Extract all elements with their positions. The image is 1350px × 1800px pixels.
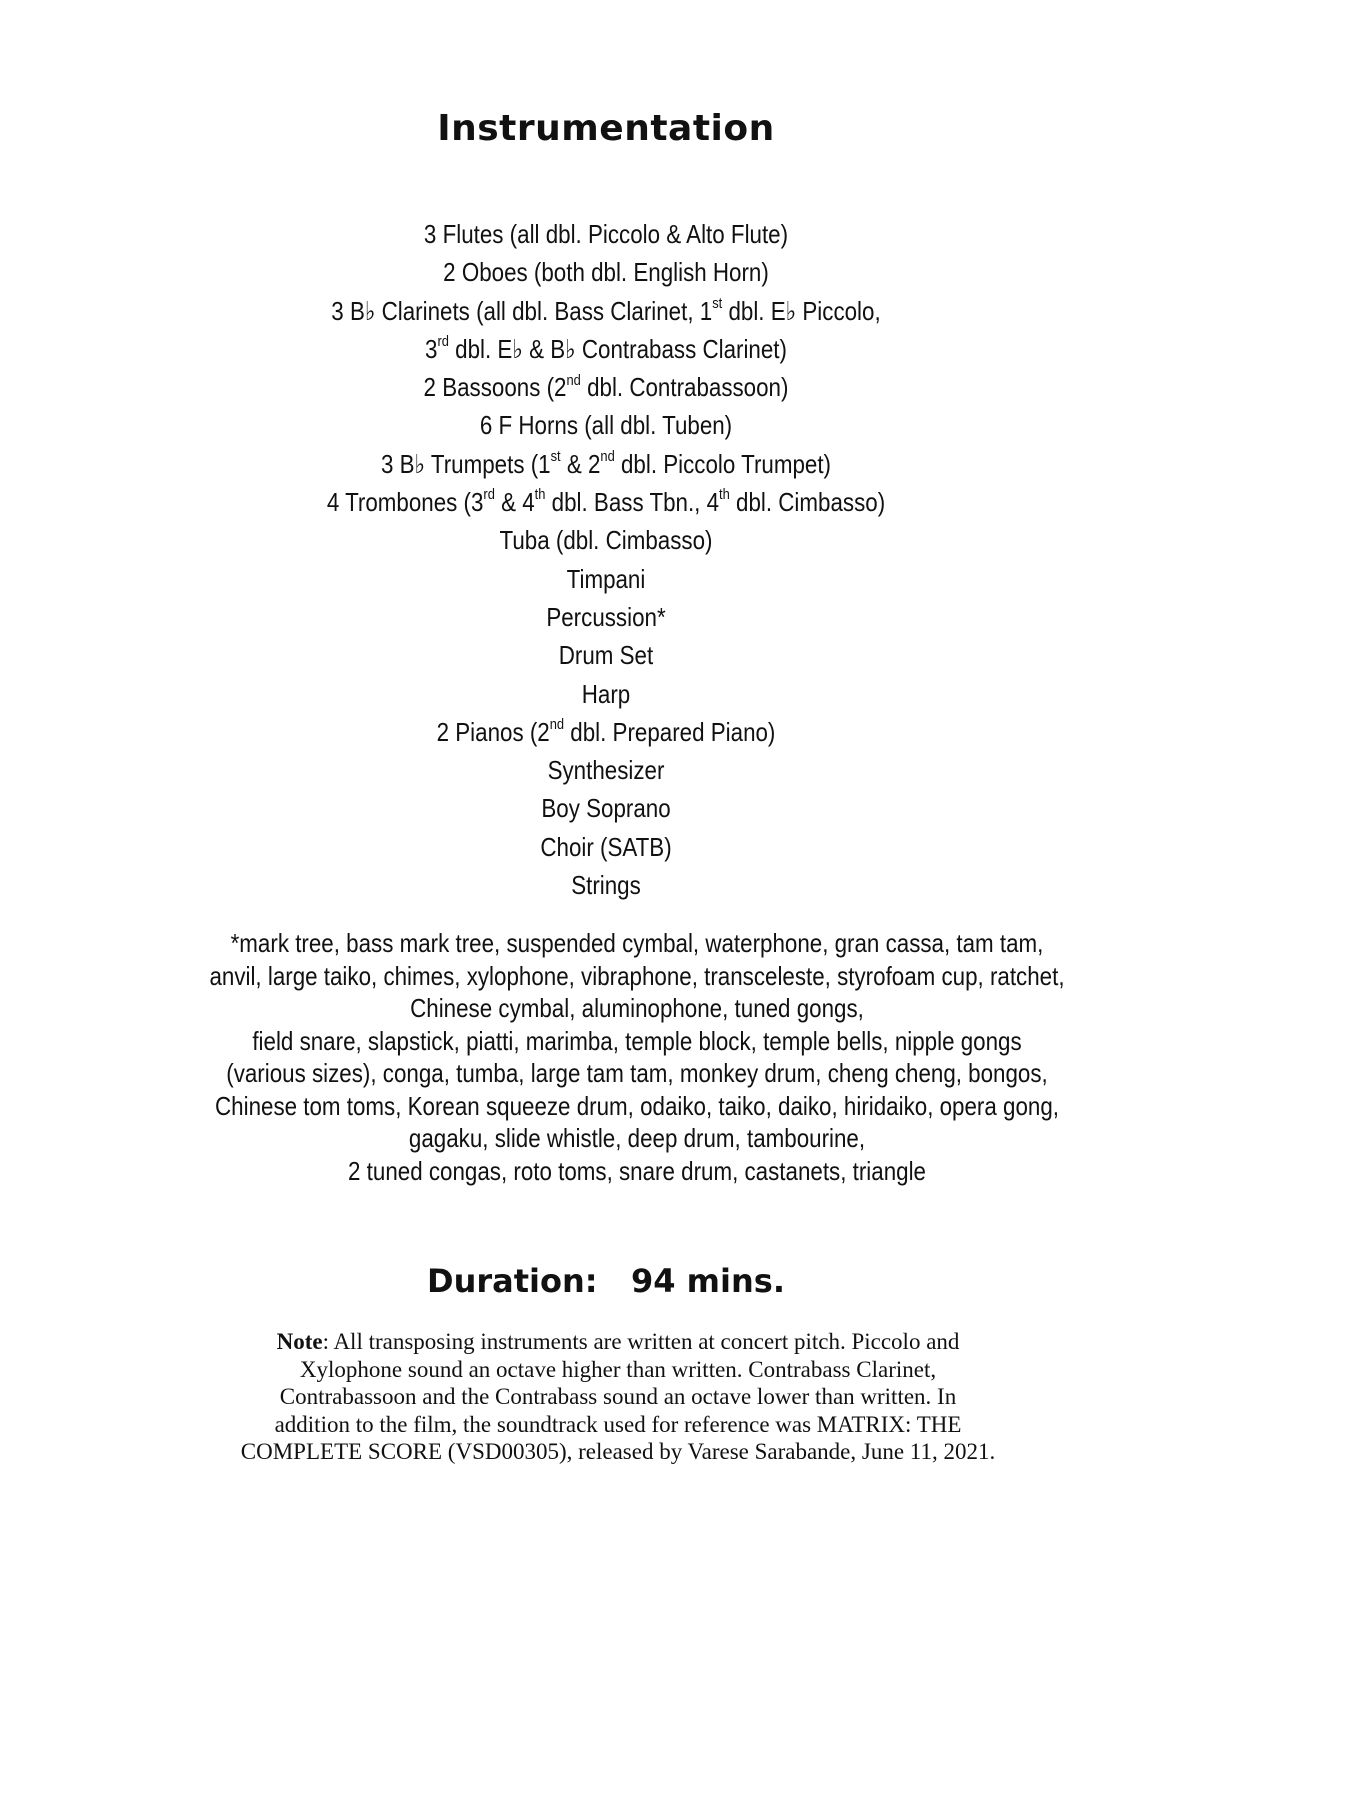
instrument-item: [85, 253, 1127, 291]
instrument-text: dbl. E♭ & B♭ Contrabass Clarinet): [448, 333, 787, 364]
instrument-text: 2 Pianos (2: [436, 716, 550, 747]
instrument-item: [85, 789, 1127, 827]
percussion-line: Chinese tom toms, Korean squeeze drum, odaiko, taiko, daiko, hiridaiko, opera gong,: [215, 1090, 1059, 1121]
instrument-item: [85, 330, 1127, 368]
instrument-text: Tuba (dbl. Cimbasso): [499, 525, 713, 556]
instrument-item: [85, 675, 1127, 713]
instrument-text: Timpani: [566, 563, 646, 594]
ordinal-suffix: th: [719, 486, 730, 504]
instrument-text: dbl. E♭ Piccolo,: [722, 295, 881, 326]
instrument-text: 3 B♭ Trumpets (1: [380, 448, 551, 479]
instrument-text: Percussion*: [546, 601, 666, 632]
percussion-line: gagaku, slide whistle, deep drum, tambourine,: [408, 1123, 866, 1153]
transposition-note: [0, 1328, 1236, 1466]
instrument-text: Synthesizer: [547, 755, 665, 786]
note-line: [0, 1328, 1236, 1356]
instrument-text: dbl. Prepared Piano): [564, 716, 776, 747]
instrument-text: & 4: [494, 487, 535, 518]
instrument-item: [85, 636, 1127, 674]
instrument-text: dbl. Contrabassoon): [580, 372, 789, 403]
instrument-item: [85, 598, 1127, 636]
instrument-item: [85, 521, 1127, 559]
instrument-list: [85, 215, 1127, 904]
percussion-note: [89, 927, 1185, 1187]
instrument-text: dbl. Bass Tbn., 4: [545, 487, 720, 518]
instrument-text: Strings: [571, 870, 641, 901]
ordinal-suffix: st: [550, 448, 561, 466]
note-line: Contrabassoon and the Contrabass sound an octave lower than written. In: [279, 1384, 957, 1410]
ordinal-suffix: nd: [549, 716, 565, 734]
percussion-line: *mark tree, bass mark tree, suspended cymbal, waterphone, gran cassa, tam tam,: [230, 928, 1044, 958]
note-line: addition to the film, the soundtrack used for reference was MATRIX: THE: [274, 1411, 962, 1437]
note-line: Xylophone sound an octave higher than written. Contrabass Clarinet,: [299, 1356, 937, 1382]
instrument-text: 6 F Horns (all dbl. Tuben): [479, 410, 733, 441]
duration: Duration: 94 mins.: [427, 1262, 785, 1300]
percussion-line: anvil, large taiko, chimes, xylophone, vibraphone, transceleste, styrofoam cup, ratchet,: [209, 960, 1065, 991]
instrument-item: [85, 751, 1127, 789]
instrument-item: [85, 866, 1127, 904]
instrument-item: [85, 292, 1127, 330]
instrument-item: [85, 215, 1127, 253]
ordinal-suffix: nd: [566, 371, 581, 389]
ordinal-suffix: st: [712, 294, 723, 312]
percussion-line: Chinese cymbal, aluminophone, tuned gongs,: [410, 993, 864, 1023]
instrument-item: [85, 828, 1127, 866]
instrument-text: 3 Flutes (all dbl. Piccolo & Alto Flute): [423, 219, 789, 249]
instrument-text: 2 Oboes (both dbl. English Horn): [443, 257, 769, 288]
instrument-text: 4 Trombones (3: [326, 487, 484, 518]
instrument-text: Boy Soprano: [541, 793, 671, 824]
percussion-line: 2 tuned congas, roto toms, snare drum, castanets, triangle: [348, 1155, 926, 1186]
instrument-item: [85, 483, 1127, 521]
percussion-line: (various sizes), conga, tumba, large tam tam, monkey drum, cheng cheng, bongos,: [226, 1058, 1048, 1088]
instrument-text: 3 B♭ Clarinets (all dbl. Bass Clarinet, 1: [331, 295, 713, 326]
page-title: Instrumentation: [437, 108, 775, 149]
instrument-text: dbl. Piccolo Trumpet): [614, 448, 832, 479]
ordinal-suffix: rd: [483, 486, 495, 504]
instrument-item: [85, 406, 1127, 444]
percussion-line: field snare, slapstick, piatti, marimba, temple block, temple bells, nipple gongs: [252, 1025, 1022, 1056]
instrument-text: 2 Bassoons (2: [423, 372, 567, 403]
ordinal-suffix: rd: [437, 333, 449, 351]
note-text: : All transposing instruments are written at concert pitch. Piccolo and: [322, 1329, 960, 1354]
instrument-item: [85, 368, 1127, 406]
instrument-item: [85, 445, 1127, 483]
instrument-text: Choir (SATB): [540, 831, 672, 862]
note-label: Note: [276, 1329, 323, 1354]
instrument-item: [85, 713, 1127, 751]
instrument-text: Harp: [581, 678, 631, 709]
instrument-item: [85, 560, 1127, 598]
instrument-text: 3: [425, 333, 438, 364]
instrument-text: Drum Set: [558, 640, 654, 671]
instrument-text: dbl. Cimbasso): [729, 487, 886, 518]
ordinal-suffix: nd: [600, 448, 615, 466]
note-line: COMPLETE SCORE (VSD00305), released by Varese Sarabande, June 11, 2021.: [240, 1439, 996, 1465]
ordinal-suffix: th: [534, 486, 546, 504]
instrument-text: & 2: [560, 448, 601, 479]
